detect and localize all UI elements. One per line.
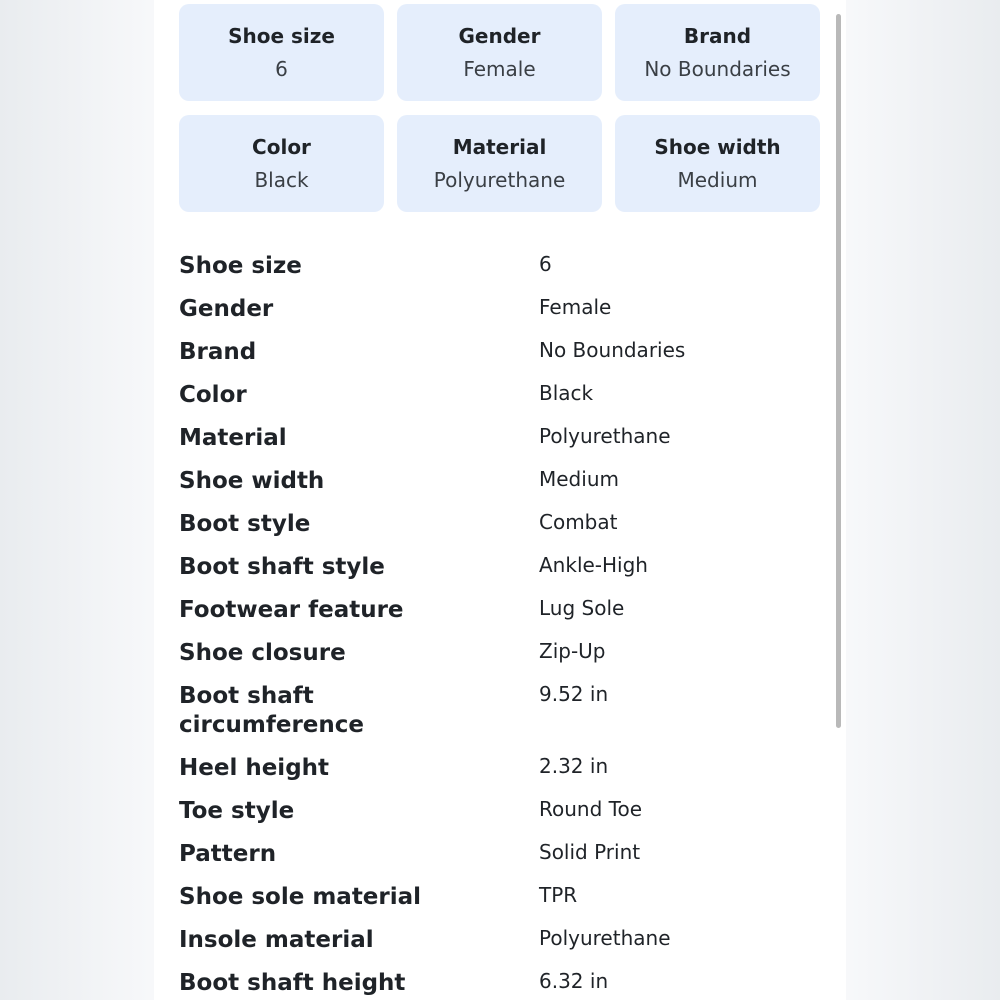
spec-value: Medium: [539, 467, 619, 491]
spec-label: Insole material: [179, 927, 374, 953]
spec-value: Ankle-High: [539, 553, 648, 577]
spec-label: Shoe sole material: [179, 884, 422, 910]
vertical-scrollbar[interactable]: [836, 14, 841, 728]
spec-value: 6.32 in: [539, 969, 609, 993]
spec-label: Shoe width: [179, 468, 325, 494]
spec-value: TPR: [539, 883, 578, 907]
spec-label: Material: [179, 425, 287, 451]
summary-card-value: No Boundaries: [644, 57, 791, 81]
specifications-table: [179, 250, 819, 1000]
summary-card-shoe-size: [179, 4, 384, 101]
spec-row-shoe-sole-material: [179, 881, 819, 924]
product-details-panel: [154, 0, 846, 1000]
spec-row-boot-style: [179, 508, 819, 551]
summary-card-shoe-width: [615, 115, 820, 212]
spec-label: Shoe closure: [179, 640, 346, 666]
spec-value: Female: [539, 295, 612, 319]
spec-label: Boot style: [179, 511, 311, 537]
spec-row-shoe-size: [179, 250, 819, 293]
summary-card-value: Female: [463, 57, 536, 81]
spec-row-pattern: [179, 838, 819, 881]
spec-row-insole-material: [179, 924, 819, 967]
spec-row-footwear-feature: [179, 594, 819, 637]
summary-card-label: Gender: [458, 24, 541, 48]
summary-card-label: Material: [452, 135, 547, 159]
spec-label: Brand: [179, 339, 257, 365]
spec-row-toe-style: [179, 795, 819, 838]
summary-card-label: Shoe width: [654, 135, 781, 159]
summary-card-value: Medium: [677, 168, 758, 192]
spec-label: Toe style: [179, 798, 295, 824]
spec-row-boot-shaft-height: [179, 967, 819, 1000]
spec-value: Polyurethane: [539, 926, 671, 950]
spec-label: Color: [179, 382, 247, 408]
spec-row-color: [179, 379, 819, 422]
spec-label: Gender: [179, 296, 274, 322]
spec-row-material: [179, 422, 819, 465]
spec-value: 9.52 in: [539, 682, 609, 706]
summary-card-label: Shoe size: [228, 24, 335, 48]
summary-card-material: [397, 115, 602, 212]
spec-label: Boot shaft style: [179, 554, 385, 580]
spec-label: Pattern: [179, 841, 277, 867]
spec-row-brand: [179, 336, 819, 379]
spec-row-heel-height: [179, 752, 819, 795]
summary-card-gender: [397, 4, 602, 101]
spec-row-boot-shaft-style: [179, 551, 819, 594]
summary-card-brand: [615, 4, 820, 101]
summary-card-value: 6: [275, 57, 288, 81]
spec-value: Polyurethane: [539, 424, 671, 448]
spec-value: Lug Sole: [539, 596, 625, 620]
spec-value: 2.32 in: [539, 754, 609, 778]
spec-row-shoe-closure: [179, 637, 819, 680]
summary-card-label: Color: [252, 135, 311, 159]
spec-label: Boot shaft height: [179, 970, 406, 996]
spec-label: Shoe size: [179, 253, 302, 279]
spec-value: No Boundaries: [539, 338, 686, 362]
summary-card-value: Polyurethane: [433, 168, 566, 192]
spec-row-gender: [179, 293, 819, 336]
spec-value: Solid Print: [539, 840, 641, 864]
spec-value: Zip-Up: [539, 639, 606, 663]
spec-label: Heel height: [179, 755, 330, 781]
spec-label: Boot shaft circumference: [179, 683, 364, 738]
summary-card-color: [179, 115, 384, 212]
spec-value: Round Toe: [539, 797, 642, 821]
spec-value: Black: [539, 381, 594, 405]
spec-row-shoe-width: [179, 465, 819, 508]
spec-value: Combat: [539, 510, 618, 534]
spec-value: 6: [539, 252, 552, 276]
spec-label: Footwear feature: [179, 597, 404, 623]
summary-card-label: Brand: [683, 24, 752, 48]
spec-row-boot-shaft-circumference: [179, 680, 819, 752]
summary-card-value: Black: [254, 168, 309, 192]
